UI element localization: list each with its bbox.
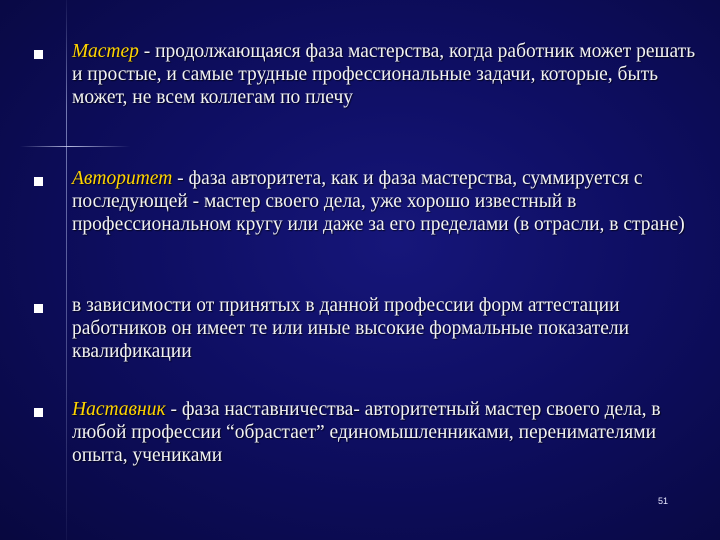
bullet-text: [72, 398, 702, 467]
bullet-text: [72, 40, 702, 109]
square-bullet-icon: [34, 50, 43, 59]
square-bullet-icon: [34, 304, 43, 313]
definition-text: - фаза авторитета, как и фаза мастерства, суммируется с последующей - мастер своего дела, уже хорошо известный в профессиональном кругу или даже за его пределами (в отрасли, в стране): [72, 168, 685, 235]
term-label: Авторитет: [72, 168, 173, 189]
term-label: Наставник: [72, 399, 166, 420]
definition-text: в зависимости от принятых в данной профессии форм аттестации работников он имеет те или иные высокие формальные показатели квалификации: [72, 295, 630, 362]
square-bullet-icon: [34, 177, 43, 186]
definition-text: - продолжающаяся фаза мастерства, когда работник может решать и простые, и самые трудные профессиональные задачи, которые, быть может, не всем коллегам по плечу: [72, 41, 696, 108]
page-number: 51: [658, 496, 669, 506]
definition-text: - фаза наставничества- авторитетный мастер своего дела, в любой профессии “обрастает” единомышленниками, перенимателями опыта, учениками: [72, 399, 661, 466]
term-label: Мастер: [72, 41, 139, 62]
bullet-text: [72, 294, 702, 363]
bullet-text: [72, 167, 702, 236]
square-bullet-icon: [34, 408, 43, 417]
